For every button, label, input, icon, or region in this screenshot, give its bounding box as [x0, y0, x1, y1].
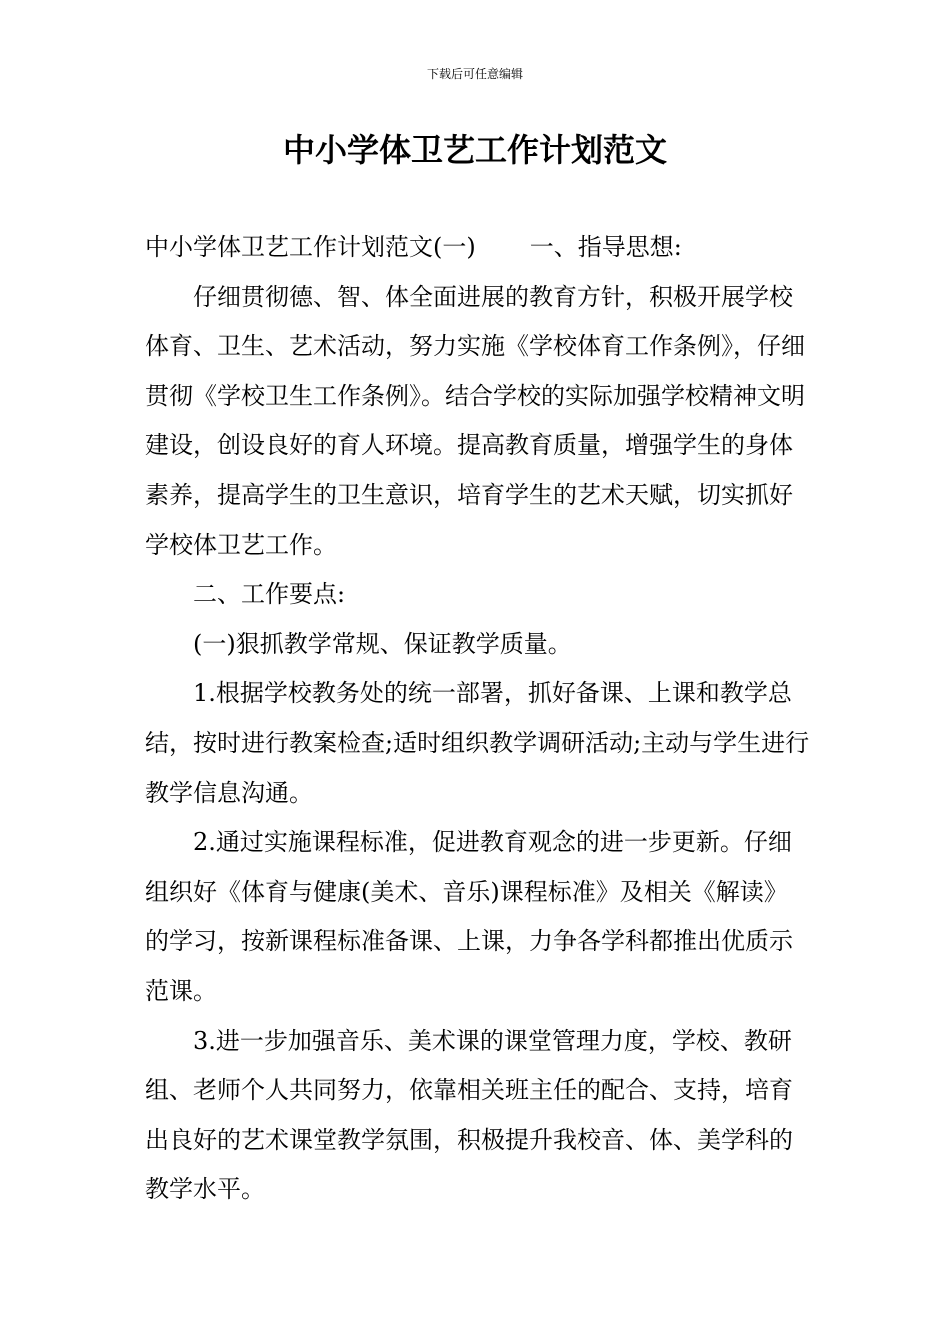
intro-line [145, 223, 810, 273]
document-title: 中小学体卫艺工作计划范文 [282, 131, 667, 169]
paragraph-guiding-thought: 仔细贯彻德、智、体全面进展的教育方针，积极开展学校体育、卫生、艺术活动，努力实施《学校体育工作条例》，仔细贯彻《学校卫生工作条例》。结合学校的实际加强学校精神文明建设，创设良好的育人环境。提高教育质量，增强学生的身体素养，提高学生的卫生意识，培育学生的艺术天赋，切实抓好学校体卫艺工作。 [145, 282, 805, 559]
section-heading-1: 一、指导思想: [529, 233, 682, 261]
document-body [145, 223, 810, 1215]
section-heading-2: 二、工作要点: [193, 580, 346, 609]
paragraph-item-1: 1.根据学校教务处的统一部署，抓好备课、上课和教学总结，按时进行教案检查;适时组织教学调研活动;主动与学生进行教学信息沟通。 [145, 679, 810, 807]
paragraph-item-3: 3.进一步加强音乐、美术课的课堂管理力度，学校、教研组、老师个人共同努力，依靠相关班主任的配合、支持，培育出良好的艺术课堂教学氛围，积极提升我校音、体、美学科的教学水平。 [145, 1026, 793, 1204]
document-subtitle: 中小学体卫艺工作计划范文(一) [145, 233, 476, 261]
subsection-heading-1: (一)狠抓教学常规、保证教学质量。 [193, 629, 572, 658]
paragraph-item-2: 2.通过实施课程标准，促进教育观念的进一步更新。仔细组织好《体育与健康(美术、音乐)课程标准》及相关《解读》的学习，按新课程标准备课、上课，力争各学科都推出优质示范课。 [145, 828, 793, 1005]
header-note: 下载后可任意编辑 [426, 67, 523, 81]
